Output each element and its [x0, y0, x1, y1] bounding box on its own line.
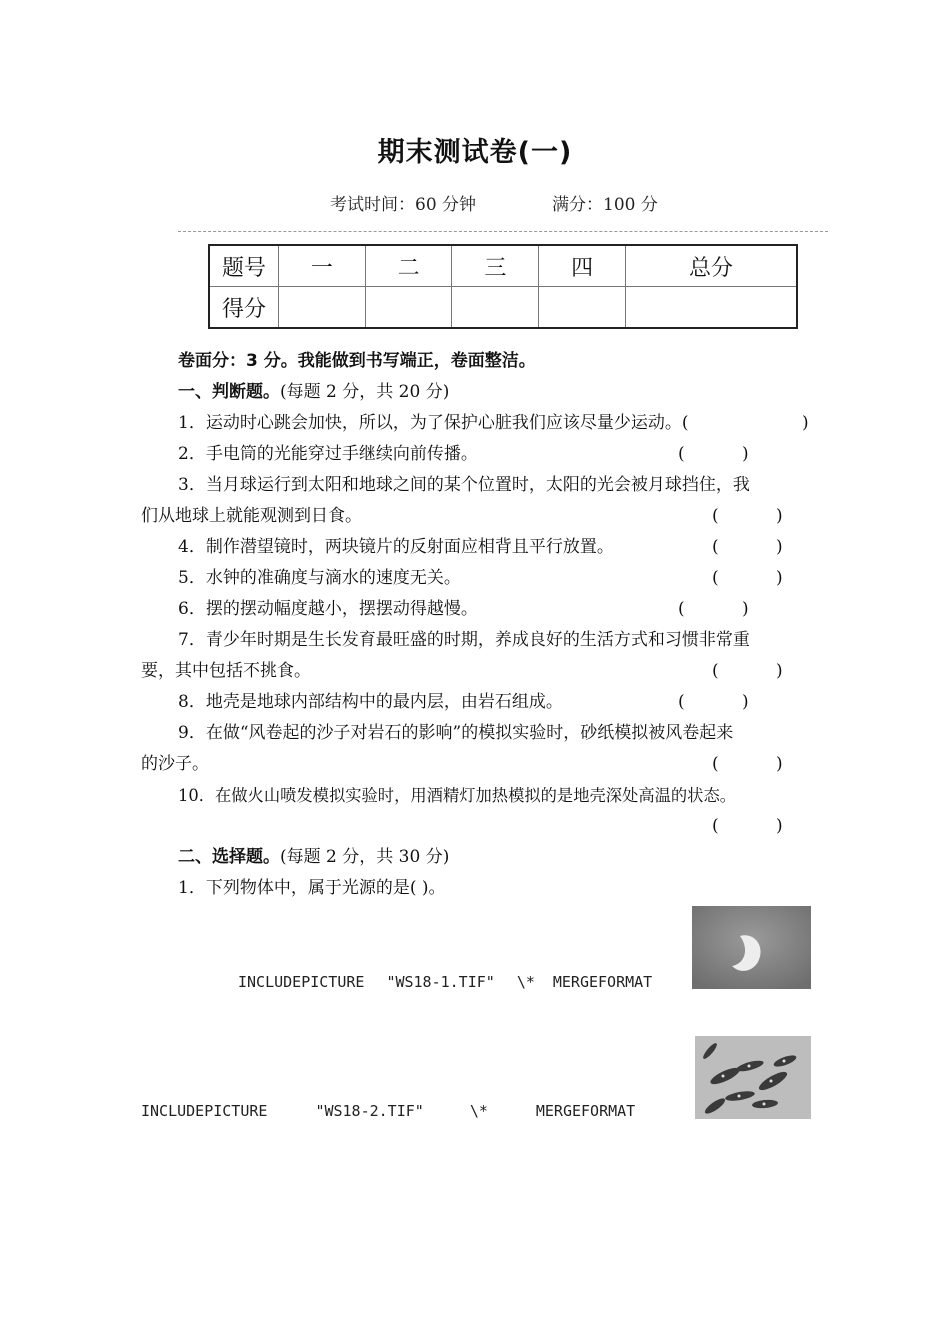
question-1-3-cont: 们从地球上就能观测到日食。 — [141, 506, 362, 526]
question-1-1 — [178, 408, 688, 439]
page-title: 期末测试卷(一) — [377, 137, 573, 168]
field-token: MERGEFORMAT — [535, 1102, 636, 1120]
answer-paren-open[interactable]: ( — [712, 537, 719, 557]
answer-paren-open[interactable]: ( — [678, 599, 685, 619]
score-table-score-row — [209, 287, 797, 329]
table-cell: 题号 — [209, 245, 279, 287]
table-cell: 三 — [452, 245, 539, 287]
section-heading: 二、选择题。 — [178, 847, 280, 867]
question-1-5: 5．水钟的准确度与滴水的速度无关。 — [178, 568, 461, 588]
answer-paren-close: ) — [742, 692, 749, 712]
answer-paren-close: ) — [776, 537, 783, 557]
score-input-cell[interactable] — [279, 287, 366, 329]
score-input-cell[interactable] — [452, 287, 539, 329]
answer-paren-open[interactable]: ( — [678, 692, 685, 712]
full-score: 满分：100 分 — [552, 195, 658, 215]
field-token: \* — [516, 973, 535, 991]
question-1-10: 10．在做火山喷发模拟实验时，用酒精灯加热模拟的是地壳深处高温的状态。 — [178, 786, 737, 805]
table-cell: 总分 — [625, 245, 797, 287]
answer-paren-close: ) — [776, 506, 783, 526]
answer-paren-close: ) — [776, 661, 783, 681]
answer-paren-open[interactable]: ( — [712, 754, 719, 774]
answer-paren-open[interactable]: ( — [712, 661, 719, 681]
moon-picture — [692, 906, 811, 989]
score-input-cell[interactable] — [539, 287, 626, 329]
question-2-1: 1．下列物体中，属于光源的是( )。 — [178, 878, 446, 898]
field-token: "WS18-1.TIF" — [386, 973, 495, 991]
answer-paren-close: ) — [742, 599, 749, 619]
section1-title — [178, 377, 449, 408]
section-note: (每题 2 分，共 20 分) — [280, 382, 450, 402]
question-1-3: 3．当月球运行到太阳和地球之间的某个位置时，太阳的光会被月球挡住，我 — [178, 475, 750, 495]
question-1-6: 6．摆的摆动幅度越小，摆摆动得越慢。 — [178, 599, 478, 619]
section-heading: 一、判断题。 — [178, 382, 280, 402]
question-text: 1．运动时心跳会加快，所以，为了保护心脏我们应该尽量少运动。( — [178, 413, 689, 433]
table-cell: 二 — [365, 245, 452, 287]
field-token: \* — [469, 1102, 488, 1120]
field-token: "WS18-2.TIF" — [315, 1102, 424, 1120]
field-code-2 — [141, 1102, 635, 1120]
table-cell: 四 — [539, 245, 626, 287]
question-1-7-cont: 要，其中包括不挑食。 — [141, 661, 311, 681]
answer-paren-open[interactable]: ( — [678, 444, 685, 464]
question-1-7: 7．青少年时期是生长发育最旺盛的时期，养成良好的生活方式和习惯非常重 — [178, 630, 750, 650]
field-code-1 — [238, 973, 652, 991]
question-1-9-cont: 的沙子。 — [141, 754, 209, 774]
score-input-cell[interactable] — [365, 287, 452, 329]
table-cell: 一 — [279, 245, 366, 287]
answer-paren-open[interactable]: ( — [712, 506, 719, 526]
score-table — [208, 244, 798, 329]
question-1-2: 2．手电筒的光能穿过手继续向前传播。 — [178, 444, 478, 464]
field-token: INCLUDEPICTURE — [141, 1102, 268, 1120]
question-1-8: 8．地壳是地球内部结构中的最内层，由岩石组成。 — [178, 692, 563, 712]
intro-note: 卷面分：3 分。我能做到书写端正，卷面整洁。 — [178, 351, 536, 371]
section-note: (每题 2 分，共 30 分) — [280, 847, 450, 867]
divider — [178, 231, 828, 232]
score-table-header-row — [209, 245, 797, 287]
fish-picture — [695, 1036, 811, 1119]
question-1-9: 9．在做“风卷起的沙子对岩石的影响”的模拟实验时，砂纸模拟被风卷起来 — [178, 723, 734, 743]
field-token: MERGEFORMAT — [552, 973, 653, 991]
question-1-4: 4．制作潜望镜时，两块镜片的反射面应相背且平行放置。 — [178, 537, 614, 557]
fish-image — [695, 1036, 811, 1119]
answer-paren-open[interactable]: ( — [712, 568, 719, 588]
moon-image — [692, 906, 811, 989]
section2-title — [178, 842, 449, 873]
answer-paren-close: ) — [742, 444, 749, 464]
answer-paren-close: ) — [776, 816, 783, 836]
field-token: INCLUDEPICTURE — [238, 973, 365, 991]
answer-paren-close: ) — [802, 413, 809, 433]
table-cell: 得分 — [209, 287, 279, 329]
score-input-cell[interactable] — [625, 287, 797, 329]
answer-paren-close: ) — [776, 568, 783, 588]
exam-time: 考试时间：60 分钟 — [330, 195, 477, 215]
answer-paren-close: ) — [776, 754, 783, 774]
answer-paren-open[interactable]: ( — [712, 816, 719, 836]
